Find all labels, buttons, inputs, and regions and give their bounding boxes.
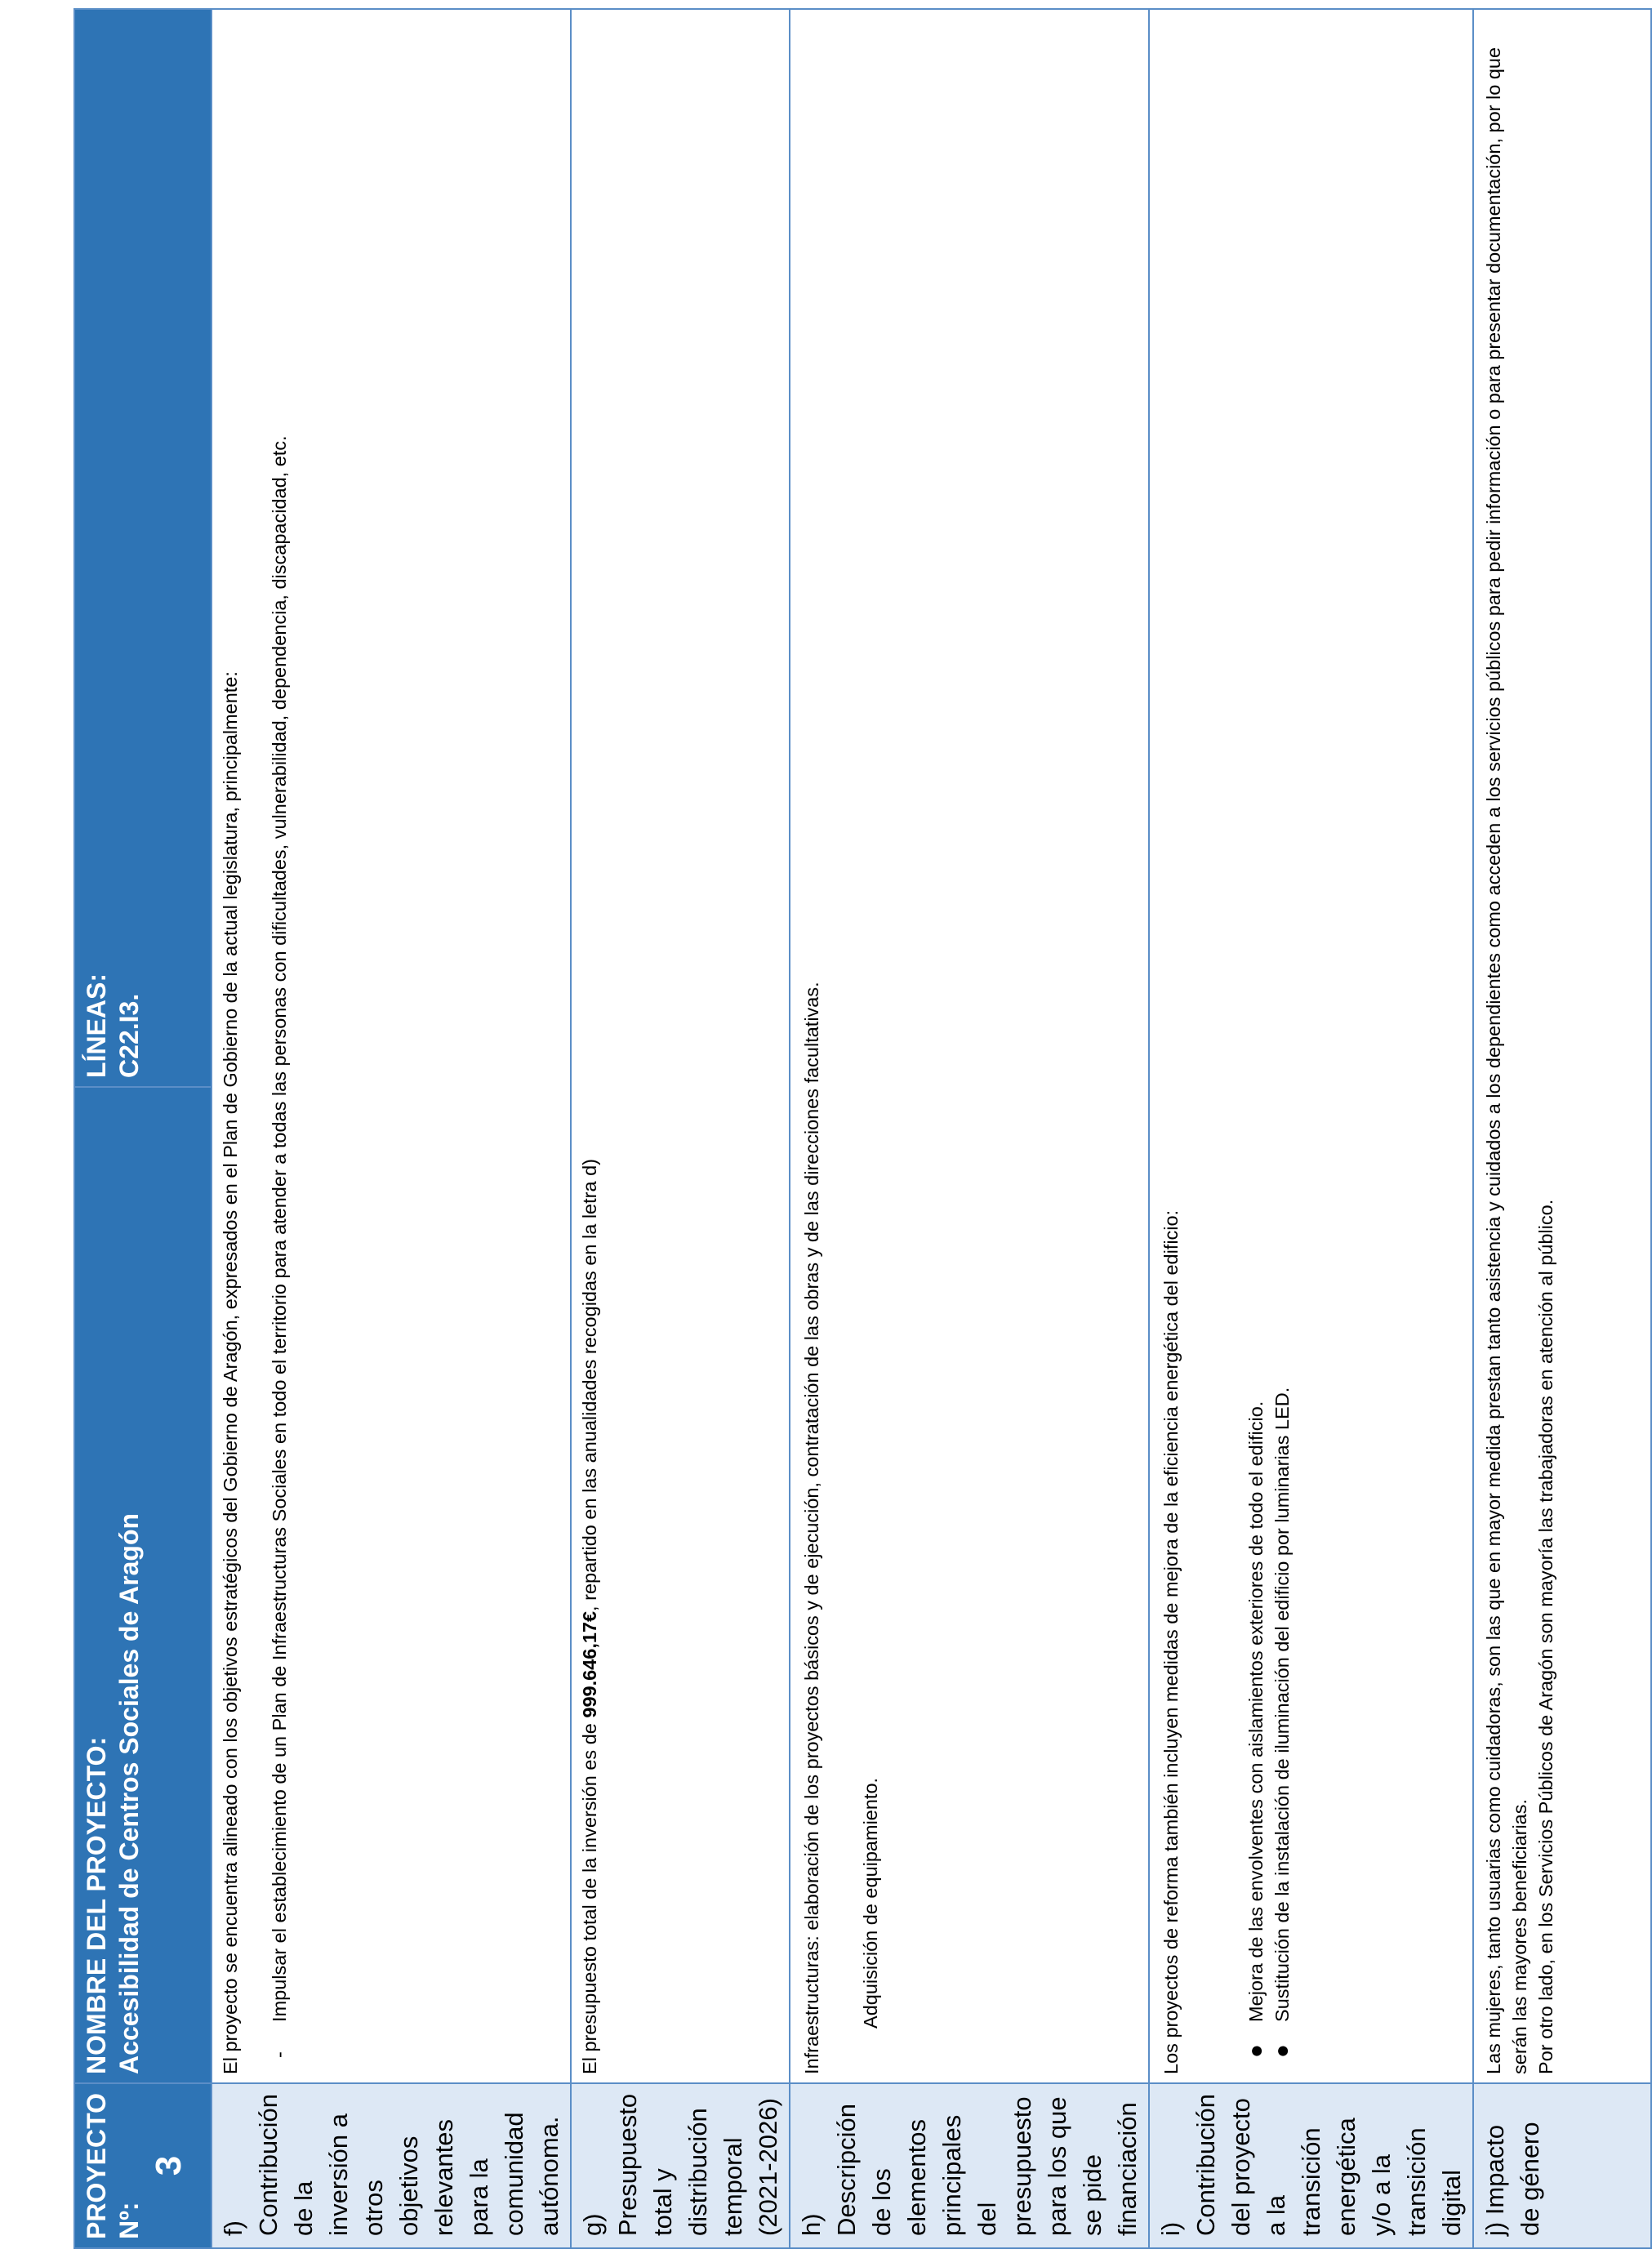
row-g-content [571, 9, 790, 2083]
row-i-bullet-2 [1269, 16, 1295, 2074]
project-name-label: NOMBRE DEL PROYECTO: [82, 1736, 111, 2074]
row-i-content [1149, 9, 1473, 2083]
bullet-marker: ● [1269, 2044, 1294, 2058]
row-j-label: j) Impacto de género [1473, 2083, 1651, 2248]
header-row [74, 9, 212, 2248]
project-number: 3 [149, 2155, 189, 2176]
project-number-cell [74, 2083, 212, 2248]
row-j-content [1473, 9, 1651, 2083]
row-h [790, 9, 1149, 2248]
dash-marker: - [269, 2051, 290, 2058]
project-name-value: Accesibilidad de Centros Sociales de Aragón [114, 1512, 144, 2074]
bullet-marker: ● [1243, 2044, 1268, 2058]
row-i-label: i) Contribución del proyecto a la transición energética y/o a la transición digital [1149, 2083, 1473, 2248]
row-g [571, 9, 790, 2248]
lines-label: LÍNEAS: [82, 973, 111, 1078]
row-f [212, 9, 571, 2248]
row-i-item-1: Mejora de las envolventes con aislamientos exteriores de todo el edificio. [1245, 1401, 1267, 2022]
row-i-item-2: Sustitución de la instalación de iluminación del edificio por luminarias LED. [1271, 1387, 1293, 2022]
row-f-list-item [266, 16, 292, 2074]
row-j [1473, 9, 1651, 2248]
project-name-cell [74, 1087, 212, 2083]
row-h-label: h) Descripción de los elementos principales del presupuesto para los que se pide financiación [790, 2083, 1149, 2248]
row-i [1149, 9, 1473, 2248]
row-j-p1: Las mujeres, tanto usuarias como cuidadoras, son las que en mayor medida prestan tanto asistencia y cuidados a los dependientes como acceden a los servicios públicos para pedir información o para presentar documentación, por lo que serán las mayores beneficiarias. [1483, 47, 1530, 2074]
row-f-intro: El proyecto se encuentra alineado con los objetivos estratégicos del Gobierno de Aragón, expresados en el Plan de Gobierno de la actual legislatura, principalmente: [220, 671, 241, 2074]
budget-amount: 999.646,17€ [579, 1610, 600, 1718]
lines-value: C22.I3. [114, 993, 144, 1078]
row-g-label: g) Presupuesto total y distribución temporal (2021-2026) [571, 2083, 790, 2248]
row-j-p2: Por otro lado, en los Servicios Públicos de Aragón son mayoría las trabajadoras en atención al público. [1535, 1199, 1556, 2074]
row-h-p2: Adquisición de equipamiento. [860, 1777, 881, 2029]
row-i-bullet-1 [1243, 16, 1269, 2074]
row-g-text [577, 16, 603, 2074]
row-i-intro: Los proyectos de reforma también incluyen medidas de mejora de la eficiencia energética del edificio: [1160, 1209, 1182, 2074]
project-label: PROYECTO Nº: [82, 2093, 144, 2239]
row-g-text-after: , repartido en las anualidades recogidas en la letra d) [579, 1159, 600, 1611]
row-f-label: f) Contribución de la inversión a otros objetivos relevantes para la comunidad autónoma. [212, 2083, 571, 2248]
project-table [73, 8, 1652, 2249]
lines-cell [74, 9, 212, 1087]
row-g-text-before: El presupuesto total de la inversión es de [579, 1717, 600, 2074]
row-f-content [212, 9, 571, 2083]
row-h-content [790, 9, 1149, 2083]
row-h-p1: Infraestructuras: elaboración de los proyectos básicos y de ejecución, contratación de las obras y de las direcciones facultativas. [801, 982, 822, 2074]
row-f-item-text: Impulsar el establecimiento de un Plan de Infraestructuras Sociales en todo el territorio para atender a todas las personas con dificultades, vulnerabilidad, dependencia, discapacidad, etc. [269, 435, 290, 2022]
